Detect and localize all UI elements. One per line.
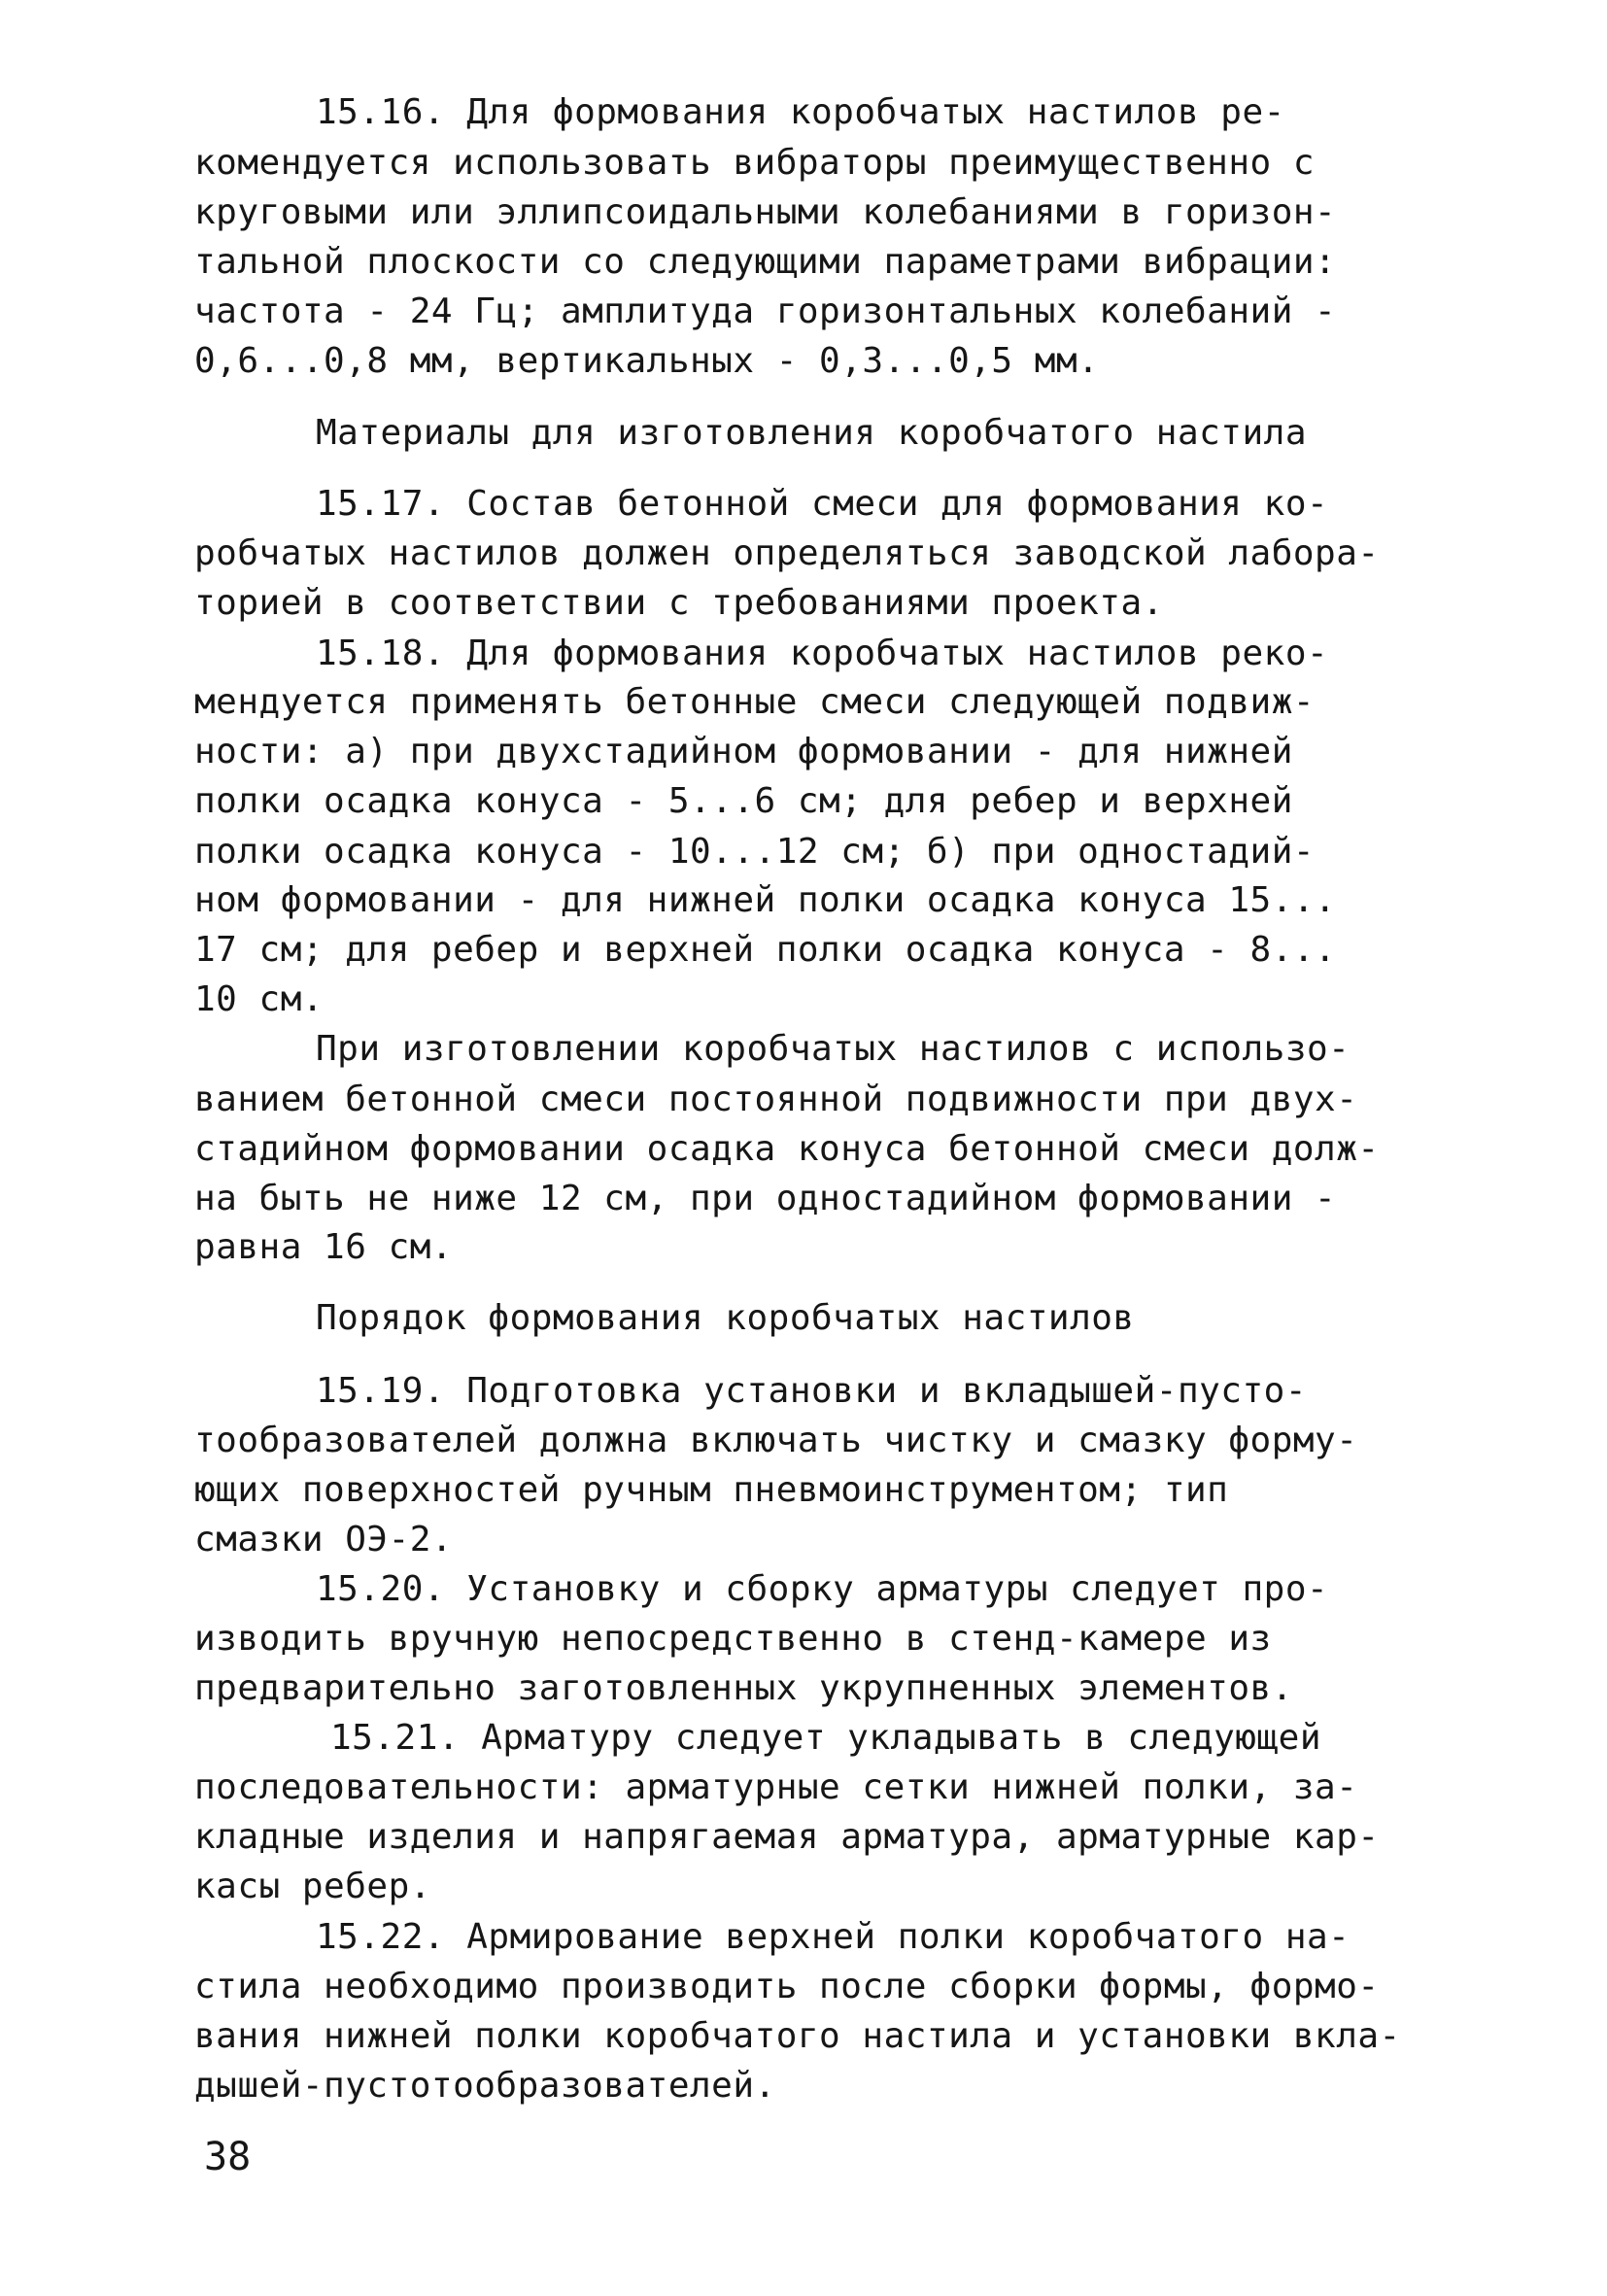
text-line: 15.22. Армирование верхней полки коробчатого на- [316,1917,1351,1957]
text-line: 15.16. Для формования коробчатых настилов ре- [316,92,1285,132]
text-line: полки осадка конуса - 5...6 см; для ребер и верхней [194,781,1293,821]
text-line: на быть не ниже 12 см, при одностадийном формовании - [194,1179,1337,1218]
text-line: изводить вручную непосредственно в стенд-камере из [194,1619,1272,1659]
text-line: круговыми или эллипсоидальными колебаниями в горизон- [194,192,1337,232]
text-line: кладные изделия и напрягаемая арматура, арматурные кар- [194,1817,1380,1857]
text-line: ванием бетонной смеси постоянной подвижности при двух- [194,1079,1358,1119]
text-line: При изготовлении коробчатых настилов с использо- [316,1029,1351,1069]
text-line: тальной плоскости со следующими параметрами вибрации: [194,242,1337,282]
text-line: 15.17. Состав бетонной смеси для формования ко- [316,484,1329,524]
text-line: 17 см; для ребер и верхней полки осадка конуса - 8... [194,930,1337,970]
text-line: 0,6...0,8 мм, вертикальных - 0,3...0,5 мм. [194,341,1100,381]
text-line: стила необходимо производить после сборки формы, формо- [194,1967,1380,2006]
page-number: 38 [204,2135,252,2179]
text-line: 15.21. Арматуру следует укладывать в следующей [330,1718,1321,1758]
section-heading-order: Порядок формования коробчатых настилов [316,1298,1135,1338]
text-line: равна 16 см. [194,1227,454,1267]
text-line: мендуется применять бетонные смеси следующей подвиж- [194,682,1316,722]
text-line: 15.20. Установку и сборку арматуры следует про- [316,1569,1329,1609]
text-line: полки осадка конуса - 10...12 см; б) при одностадий- [194,832,1316,872]
text-line: предварительно заготовленных укрупненных элементов. [194,1668,1293,1708]
section-heading-materials: Материалы для изготовления коробчатого настила [316,413,1307,453]
text-line: ности: а) при двухстадийном формовании - для нижней [194,732,1293,771]
text-line: комендуется использовать вибраторы преимущественно с [194,143,1316,183]
text-line: стадийном формовании осадка конуса бетонной смеси долж- [194,1129,1380,1169]
text-line: дышей-пустотообразователей. [194,2066,776,2106]
text-line: тообразователей должна включать чистку и смазку форму- [194,1421,1358,1460]
text-line: касы ребер. [194,1867,431,1906]
text-line: ном формовании - для нижней полки осадка конуса 15... [194,880,1337,920]
text-line: робчатых настилов должен определяться заводской лабора- [194,533,1380,573]
text-line: 15.18. Для формования коробчатых настилов реко- [316,634,1329,673]
text-line: последовательности: арматурные сетки нижней полки, за- [194,1767,1358,1807]
text-line: 10 см. [194,979,325,1019]
text-line: ющих поверхностей ручным пневмоинструментом; тип [194,1470,1229,1510]
text-line: торией в соответствии с требованиями проекта. [194,583,1164,623]
text-line: частота - 24 Гц; амплитуда горизонтальных колебаний - [194,291,1337,331]
text-line: вания нижней полки коробчатого настила и установки вкла- [194,2016,1401,2056]
text-line: 15.19. Подготовка установки и вкладышей-пусто- [316,1371,1307,1411]
text-line: смазки ОЭ-2. [194,1520,454,1559]
